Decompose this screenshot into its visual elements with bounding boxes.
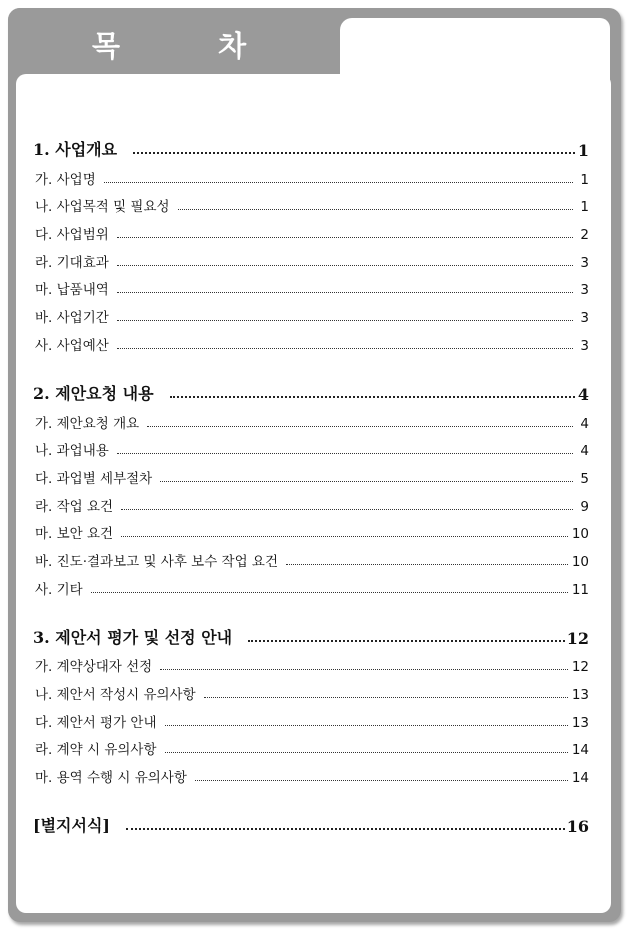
toc-item-page: 3 [580, 254, 589, 271]
dot-leader [91, 592, 568, 593]
toc-heading[interactable] [33, 620, 589, 648]
dot-leader [133, 152, 575, 154]
toc-item-page: 4 [580, 443, 589, 460]
toc-heading-page: 12 [566, 628, 589, 648]
toc-item-label: 나. 사업목적 및 필요성 [35, 199, 170, 216]
dot-leader [117, 292, 573, 293]
toc-item[interactable] [33, 404, 589, 432]
toc-item[interactable] [33, 487, 589, 515]
toc-item-page: 13 [571, 687, 589, 703]
toc-section-1 [33, 132, 589, 354]
toc-item-label: 사. 사업예산 [35, 337, 109, 354]
toc-item-page: 4 [580, 415, 589, 432]
toc-item-label: 다. 제안서 평가 안내 [35, 714, 157, 731]
toc-item[interactable] [33, 570, 589, 598]
toc-item-page: 3 [580, 310, 589, 327]
toc-item[interactable] [33, 648, 589, 676]
dot-leader [170, 396, 575, 398]
toc-item-label: 나. 과업내용 [35, 443, 109, 460]
toc-item[interactable] [33, 188, 589, 216]
dot-leader [117, 348, 573, 349]
toc-item-label: 마. 용역 수행 시 유의사항 [35, 770, 187, 787]
dot-leader [178, 209, 573, 210]
toc-heading-label: 2. 제안요청 내용 [33, 383, 154, 403]
toc-item[interactable] [33, 271, 589, 299]
toc-item-label: 마. 보안 요건 [35, 526, 114, 543]
toc-item[interactable] [33, 542, 589, 570]
dot-leader [121, 536, 568, 537]
toc-item-page: 3 [580, 337, 589, 354]
toc-item-label: 다. 사업범위 [35, 227, 109, 244]
toc-section-3 [33, 620, 589, 786]
dot-leader [160, 481, 573, 482]
page-title: 목 차 [92, 29, 291, 63]
toc-item-label: 가. 제안요청 개요 [35, 415, 140, 432]
dot-leader [117, 237, 573, 238]
toc-item[interactable] [33, 675, 589, 703]
toc-item-page: 14 [571, 770, 589, 787]
toc-heading-label: 1. 사업개요 [33, 140, 118, 159]
dot-leader [195, 780, 568, 781]
toc-item[interactable] [33, 731, 589, 759]
toc-item-page: 1 [580, 171, 589, 188]
toc-heading[interactable] [33, 808, 589, 836]
toc-heading-page: 16 [566, 817, 589, 837]
toc-item-label: 가. 사업명 [35, 171, 96, 188]
toc-item-page: 10 [571, 553, 589, 570]
toc-item-label: 마. 납품내역 [35, 282, 109, 299]
toc-item-label: 가. 계약상대자 선정 [35, 659, 153, 676]
toc-item-label: 사. 기타 [35, 581, 83, 598]
toc-item-label: 라. 작업 요건 [35, 498, 114, 515]
toc-item-page: 5 [580, 470, 589, 487]
dot-leader [147, 426, 573, 427]
toc-item-label: 바. 사업기간 [35, 310, 109, 327]
toc-item[interactable] [33, 703, 589, 731]
toc-heading-label: 3. 제안서 평가 및 선정 안내 [33, 627, 233, 647]
toc-heading[interactable] [33, 376, 589, 404]
dot-leader [117, 320, 573, 321]
dot-leader [165, 752, 568, 753]
dot-leader [286, 564, 568, 565]
dot-leader [248, 640, 565, 642]
dot-leader [204, 697, 568, 698]
toc-item[interactable] [33, 326, 589, 354]
toc-item[interactable] [33, 432, 589, 460]
toc-item-page: 12 [571, 659, 589, 676]
toc-item-page: 2 [580, 227, 589, 244]
toc-item[interactable] [33, 758, 589, 786]
dot-leader [117, 453, 573, 454]
toc-item-page: 9 [580, 498, 589, 515]
toc-heading-page: 1 [577, 141, 589, 160]
toc-item-label: 라. 기대효과 [35, 254, 109, 271]
title-band [8, 8, 344, 70]
table-of-contents [33, 132, 589, 858]
toc-heading[interactable] [33, 132, 589, 160]
dot-leader [104, 182, 573, 183]
toc-heading-label: [별지서식] [33, 816, 110, 836]
dot-leader [165, 725, 568, 726]
dot-leader [160, 669, 568, 670]
toc-item-page: 11 [571, 581, 589, 598]
toc-section-2 [33, 376, 589, 598]
dot-leader [121, 509, 573, 510]
toc-item-label: 나. 제안서 작성시 유의사항 [35, 687, 196, 703]
toc-item[interactable] [33, 215, 589, 243]
dot-leader [126, 828, 565, 830]
toc-item[interactable] [33, 298, 589, 326]
toc-item-label: 라. 계약 시 유의사항 [35, 742, 157, 759]
toc-item-page: 1 [580, 199, 589, 216]
toc-appendix [33, 808, 589, 836]
toc-item[interactable] [33, 459, 589, 487]
toc-item-page: 3 [580, 282, 589, 299]
toc-item-label: 다. 과업별 세부절차 [35, 470, 153, 487]
toc-item-page: 10 [571, 526, 589, 543]
toc-item-page: 13 [571, 714, 589, 731]
toc-item[interactable] [33, 243, 589, 271]
toc-heading-page: 4 [577, 384, 589, 404]
toc-item-page: 14 [571, 742, 589, 759]
toc-item[interactable] [33, 515, 589, 543]
dot-leader [117, 265, 573, 266]
toc-item-label: 바. 진도·결과보고 및 사후 보수 작업 요건 [35, 553, 278, 570]
toc-item[interactable] [33, 160, 589, 188]
